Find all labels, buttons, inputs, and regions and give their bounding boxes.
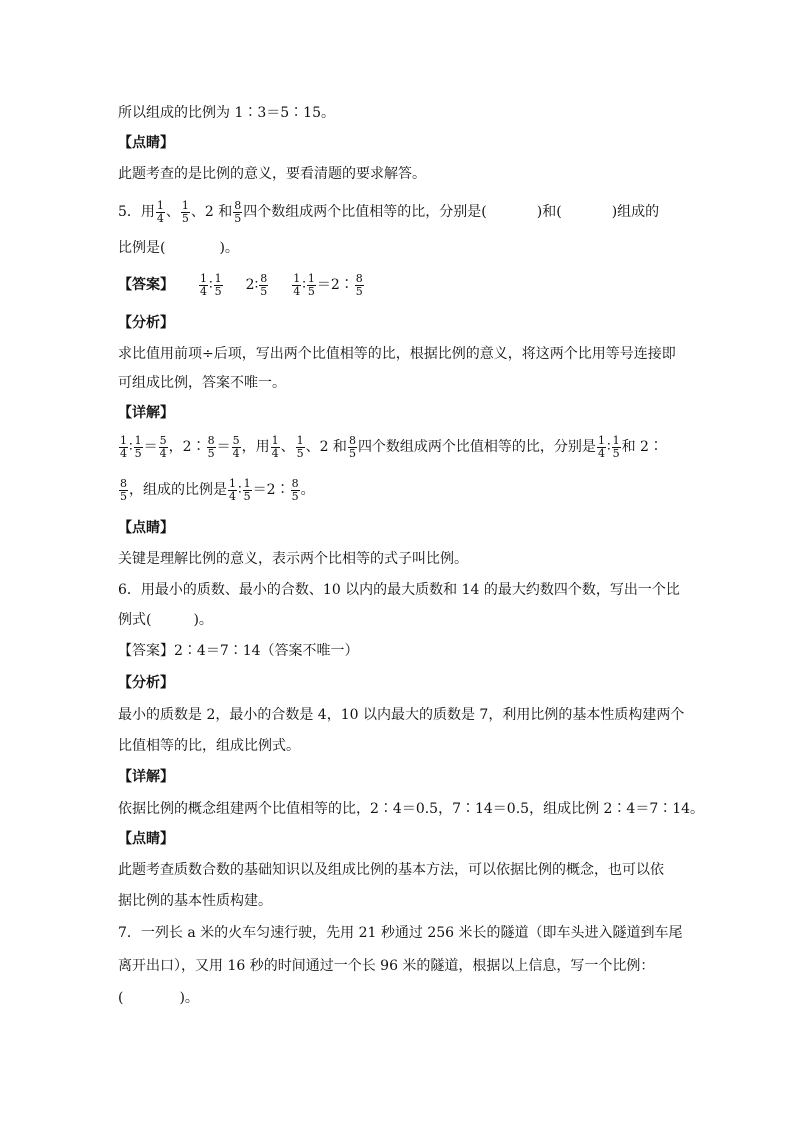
q5-dianjing-label: 【点睛】 xyxy=(118,520,174,536)
q7-stem-line2: 离开出口），又用 16 秒的时间通过一个长 96 米的隧道，根据以上信息，写一个比例： xyxy=(118,958,655,974)
q5-answer-label: 【答案】 xyxy=(118,277,174,293)
q6-fenxi-label: 【分析】 xyxy=(118,675,174,691)
q4-dianjing-label: 【点睛】 xyxy=(118,135,174,151)
q6-dianjing-label: 【点睛】 xyxy=(118,831,174,847)
q5-fraction: $\frac{1}{5}$ xyxy=(181,198,189,225)
q5-fenxi-line1: 求比值用前项÷后项，写出两个比值相等的比，根据比例的意义，将这两个比用等号连接即 xyxy=(118,346,676,362)
q7-stem-line1: 7．一列长 a 米的火车匀速行驶，先用 21 秒通过 256 米长的隧道（即车头进入隧道到车尾 xyxy=(118,925,683,941)
q6-dianjing-line1: 此题考查质数合数的基础知识以及组成比例的基本方法，可以依据比例的概念，也可以依 xyxy=(118,862,664,878)
q5-dianjing-text: 关键是理解比例的意义，表示两个比相等的式子叫比例。 xyxy=(118,551,468,567)
q6-fenxi-line2: 比值相等的比，组成比例式。 xyxy=(118,738,300,754)
q5-xiangjie-line1: $\frac{1}{4}$ ∶ $\frac{1}{5}$ ＝ $\frac{5}{4}$ ，2∶ $\frac{8}{5}$ ＝ $\frac{5}{4}$ ，用 $\frac{1}{4}$ 、 $\frac{1}{5}$ 、2 和 $\frac{8}{5}$ 四个数组成两个比值相等的比，分别是 $\frac{1}{4}$ ∶ $\frac{1}{5}$ 和 2∶ xyxy=(120,433,663,460)
q5-stem-prefix: 5．用 xyxy=(118,204,155,220)
q5-fenxi-line2: 可组成比例，答案不唯一。 xyxy=(118,375,286,391)
q6-dianjing-line2: 据比例的基本性质构建。 xyxy=(118,893,272,909)
q5-xiangjie-label: 【详解】 xyxy=(118,405,174,421)
q5-fraction: $\frac{1}{4}$ xyxy=(156,198,164,225)
q6-xiangjie-text: 依据比例的概念组建两个比值相等的比，2∶4＝0.5，7∶14＝0.5，组成比例 2∶4＝7∶14。 xyxy=(118,801,705,817)
q6-answer: 【答案】2∶4＝7∶14（答案不唯一） xyxy=(118,643,359,659)
q7-stem-line3: ( )。 xyxy=(118,990,199,1006)
q6-xiangjie-label: 【详解】 xyxy=(118,769,174,785)
q6-stem-line2: 例式( )。 xyxy=(118,612,213,628)
q4-conclusion: 所以组成的比例为 1∶3＝5∶15。 xyxy=(118,105,335,121)
q6-fenxi-line1: 最小的质数是 2，最小的合数是 4，10 以内最大的质数是 7，利用比例的基本性质构建两个 xyxy=(118,707,685,723)
q5-stem-line2: 比例是( )。 xyxy=(118,240,239,256)
q4-dianjing-text: 此题考查的是比例的意义，要看清题的要求解答。 xyxy=(118,166,426,182)
q5-stem-mid: 四个数组成两个比值相等的比，分别是( xyxy=(243,204,487,220)
q5-xiangjie-line2: $\frac{8}{5}$ ，组成的比例是 $\frac{1}{4}$ ∶ $\frac{1}{5}$ ＝2∶ $\frac{8}{5}$ 。 xyxy=(120,476,315,503)
q5-blank2: )组成的 xyxy=(611,204,660,220)
q5-stem-line1: 5．用 $\frac{1}{4}$ 、 $\frac{1}{5}$ 、2 和 $\frac{8}{5}$ 四个数组成两个比值相等的比，分别是( )和( )组成的 xyxy=(118,198,660,225)
q5-fraction: $\frac{8}{5}$ xyxy=(234,198,242,225)
q5-answer-line: 【答案】 $\frac{1}{4}$ ∶ $\frac{1}{5}$ 2∶ $\frac{8}{5}$ $\frac{1}{4}$ ∶ $\frac{1}{5}$ ＝2∶ $\frac{8}{5}$ xyxy=(118,271,363,298)
q5-fenxi-label: 【分析】 xyxy=(118,315,174,331)
q6-stem-line1: 6．用最小的质数、最小的合数、10 以内的最大质数和 14 的最大约数四个数，写出一个比 xyxy=(118,582,680,598)
q5-blank1: )和( xyxy=(536,204,562,220)
